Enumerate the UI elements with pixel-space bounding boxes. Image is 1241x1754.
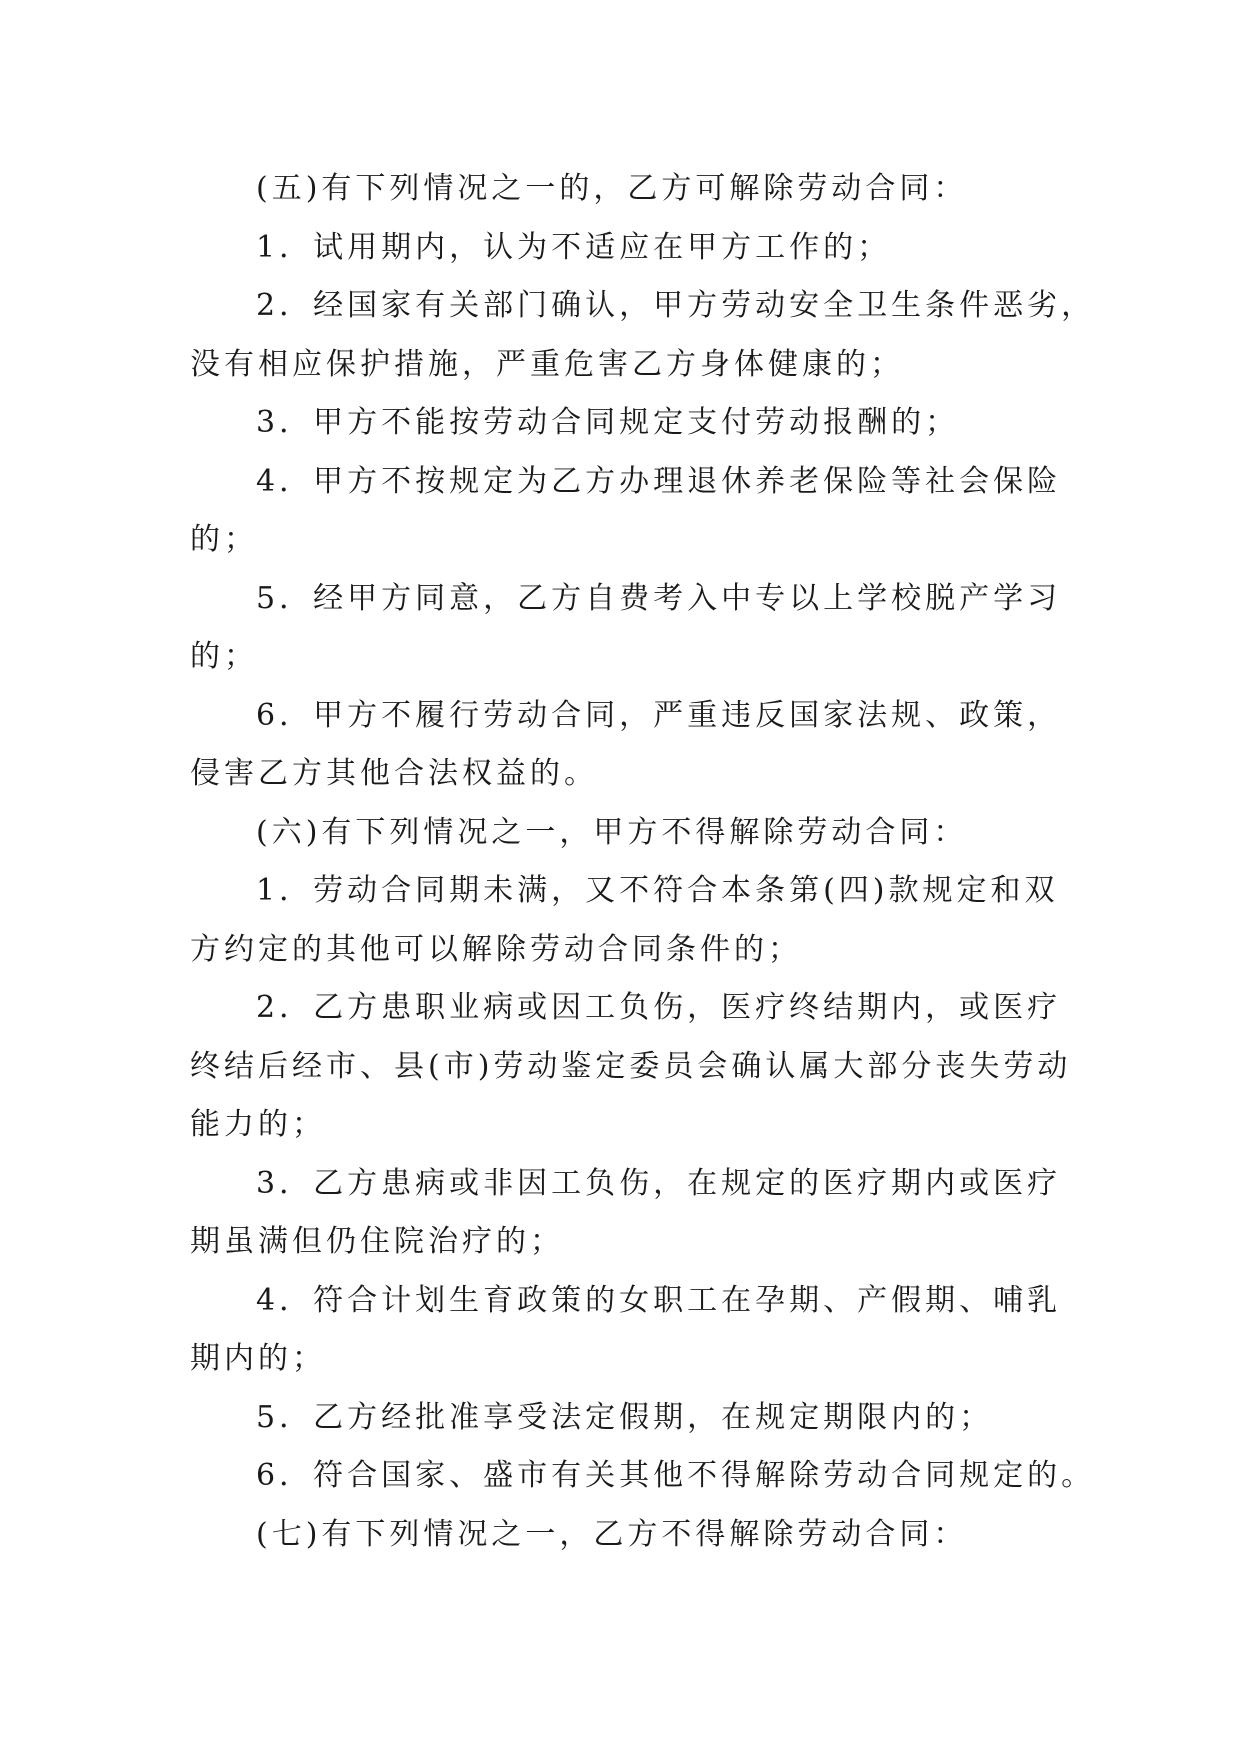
text-line: 侵害乙方其他合法权益的。 [190, 756, 598, 791]
text-line: 期虽满但仍住院治疗的； [190, 1224, 564, 1259]
text-line: 2．乙方患职业病或因工负伤，医疗终结期内，或医疗 [256, 990, 1062, 1025]
text-line: (五)有下列情况之一的，乙方可解除劳动合同： [256, 171, 968, 206]
text-line: 1．劳动合同期未满，又不符合本条第(四)款规定和双 [256, 873, 1059, 908]
text-line: 的； [190, 522, 258, 557]
text-line: 3．乙方患病或非因工负伤，在规定的医疗期内或医疗 [256, 1165, 1062, 1201]
text-line: 6．甲方不履行劳动合同，严重违反国家法规、政策， [256, 697, 1062, 733]
text-line: 4．符合计划生育政策的女职工在孕期、产假期、哺乳 [256, 1282, 1062, 1318]
text-line: (六)有下列情况之一，甲方不得解除劳动合同： [256, 814, 968, 850]
text-line: (七)有下列情况之一，乙方不得解除劳动合同： [256, 1516, 968, 1552]
text-line: 3．甲方不能按劳动合同规定支付劳动报酬的； [256, 405, 960, 440]
text-line: 4．甲方不按规定为乙方办理退休养老保险等社会保险 [256, 463, 1062, 499]
text-line: 期内的； [190, 1341, 326, 1376]
text-line: 1．试用期内，认为不适应在甲方工作的； [256, 229, 892, 265]
text-line: 6．符合国家、盛市有关其他不得解除劳动合同规定的。 [256, 1458, 1096, 1493]
text-line: 2．经国家有关部门确认，甲方劳动安全卫生条件恶劣， [256, 288, 1096, 323]
text-line: 的； [190, 639, 258, 674]
document-body [190, 160, 1096, 1564]
text-line: 能力的； [190, 1107, 326, 1142]
text-line: 没有相应保护措施，严重危害乙方身体健康的； [190, 346, 904, 382]
text-line: 5．经甲方同意，乙方自费考入中专以上学校脱产学习 [256, 580, 1062, 616]
text-line: 方约定的其他可以解除劳动合同条件的； [190, 931, 802, 967]
text-line: 5．乙方经批准享受法定假期，在规定期限内的； [256, 1399, 994, 1435]
text-line: 终结后经市、县(市)劳动鉴定委员会确认属大部分丧失劳动 [190, 1048, 1072, 1084]
